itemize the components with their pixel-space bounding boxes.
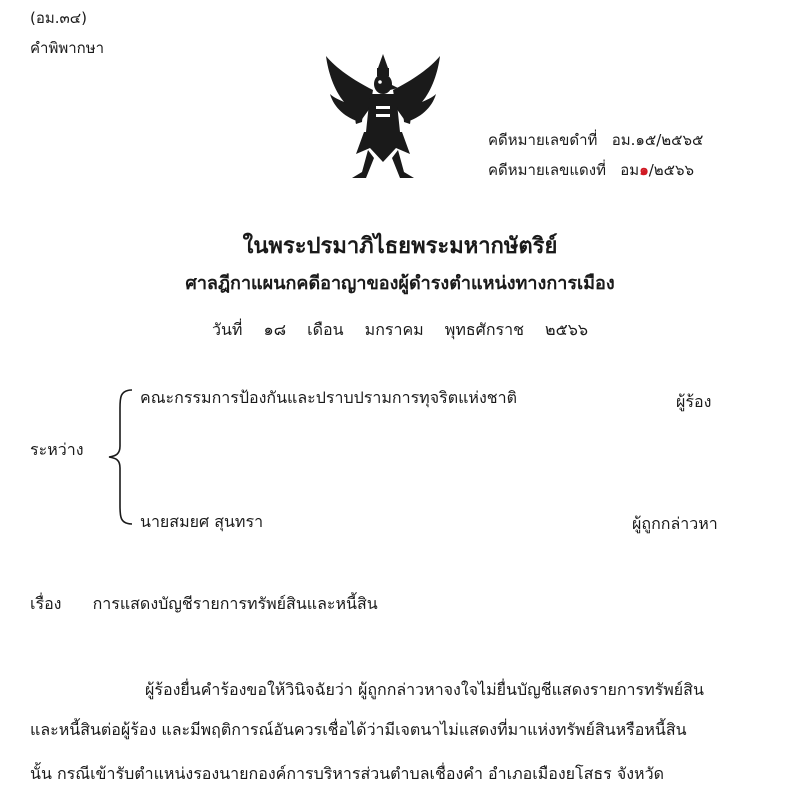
red-case-suffix: /๒๕๖๖ xyxy=(648,161,695,179)
subject-label: เรื่อง xyxy=(30,594,62,613)
red-case-handwritten-number: ๑ xyxy=(639,161,649,179)
date-day: ๑๘ xyxy=(263,320,287,339)
body-paragraph-line: นั้น กรณีเข้ารับตำแหน่งรองนายกองค์การบริหารส่วนตำบลเชื่องคำ อำเภอเมืองยโสธร จังหวัด xyxy=(30,764,664,783)
red-case-number xyxy=(488,158,694,182)
royal-title: ในพระปรมาภิไธยพระมหากษัตริย์ xyxy=(242,234,558,259)
date-month: มกราคม xyxy=(364,320,424,339)
garuda-emblem-icon xyxy=(318,50,448,185)
petitioner-role: ผู้ร้อง xyxy=(676,392,712,411)
petitioner-name: คณะกรรมการป้องกันและปราบปรามการทุจริตแห่งชาติ xyxy=(140,388,517,407)
black-case-number xyxy=(488,128,703,152)
form-code: (อม.๓๔) xyxy=(30,9,87,27)
red-case-prefix: อม xyxy=(620,161,640,179)
date-year-label: พุทธศักราช xyxy=(444,320,524,339)
date-year: ๒๕๖๖ xyxy=(545,320,588,339)
red-case-label: คดีหมายเลขแดงที่ xyxy=(488,161,606,179)
black-case-value: อม.๑๕/๒๕๖๕ xyxy=(611,131,704,149)
respondent-role: ผู้ถูกกล่าวหา xyxy=(632,514,718,533)
date-month-label: เดือน xyxy=(307,320,344,339)
respondent-name: นายสมยศ สุนทรา xyxy=(140,512,264,531)
court-name: ศาลฎีกาแผนกคดีอาญาของผู้ดำรงตำแหน่งทางการเมือง xyxy=(185,273,615,294)
subject-text: การแสดงบัญชีรายการทรัพย์สินและหนี้สิน xyxy=(92,594,378,613)
between-label: ระหว่าง xyxy=(30,440,84,459)
judgment-date xyxy=(0,318,800,343)
body-paragraph-line: ผู้ร้องยื่นคำร้องขอให้วินิจฉัยว่า ผู้ถูกกล่าวหาจงใจไม่ยื่นบัญชีแสดงรายการทรัพย์สิน xyxy=(145,680,704,699)
date-day-label: วันที่ xyxy=(211,320,243,339)
subject-line xyxy=(30,592,378,617)
curly-brace-icon xyxy=(106,388,134,526)
body-paragraph-line: และหนี้สินต่อผู้ร้อง และมีพฤติการณ์อันควรเชื่อได้ว่ามีเจตนาไม่แสดงที่มาแห่งทรัพย์สินหรือหนี้สิน xyxy=(30,720,687,739)
document-type: คำพิพากษา xyxy=(30,39,105,57)
black-case-label: คดีหมายเลขดำที่ xyxy=(488,131,598,149)
